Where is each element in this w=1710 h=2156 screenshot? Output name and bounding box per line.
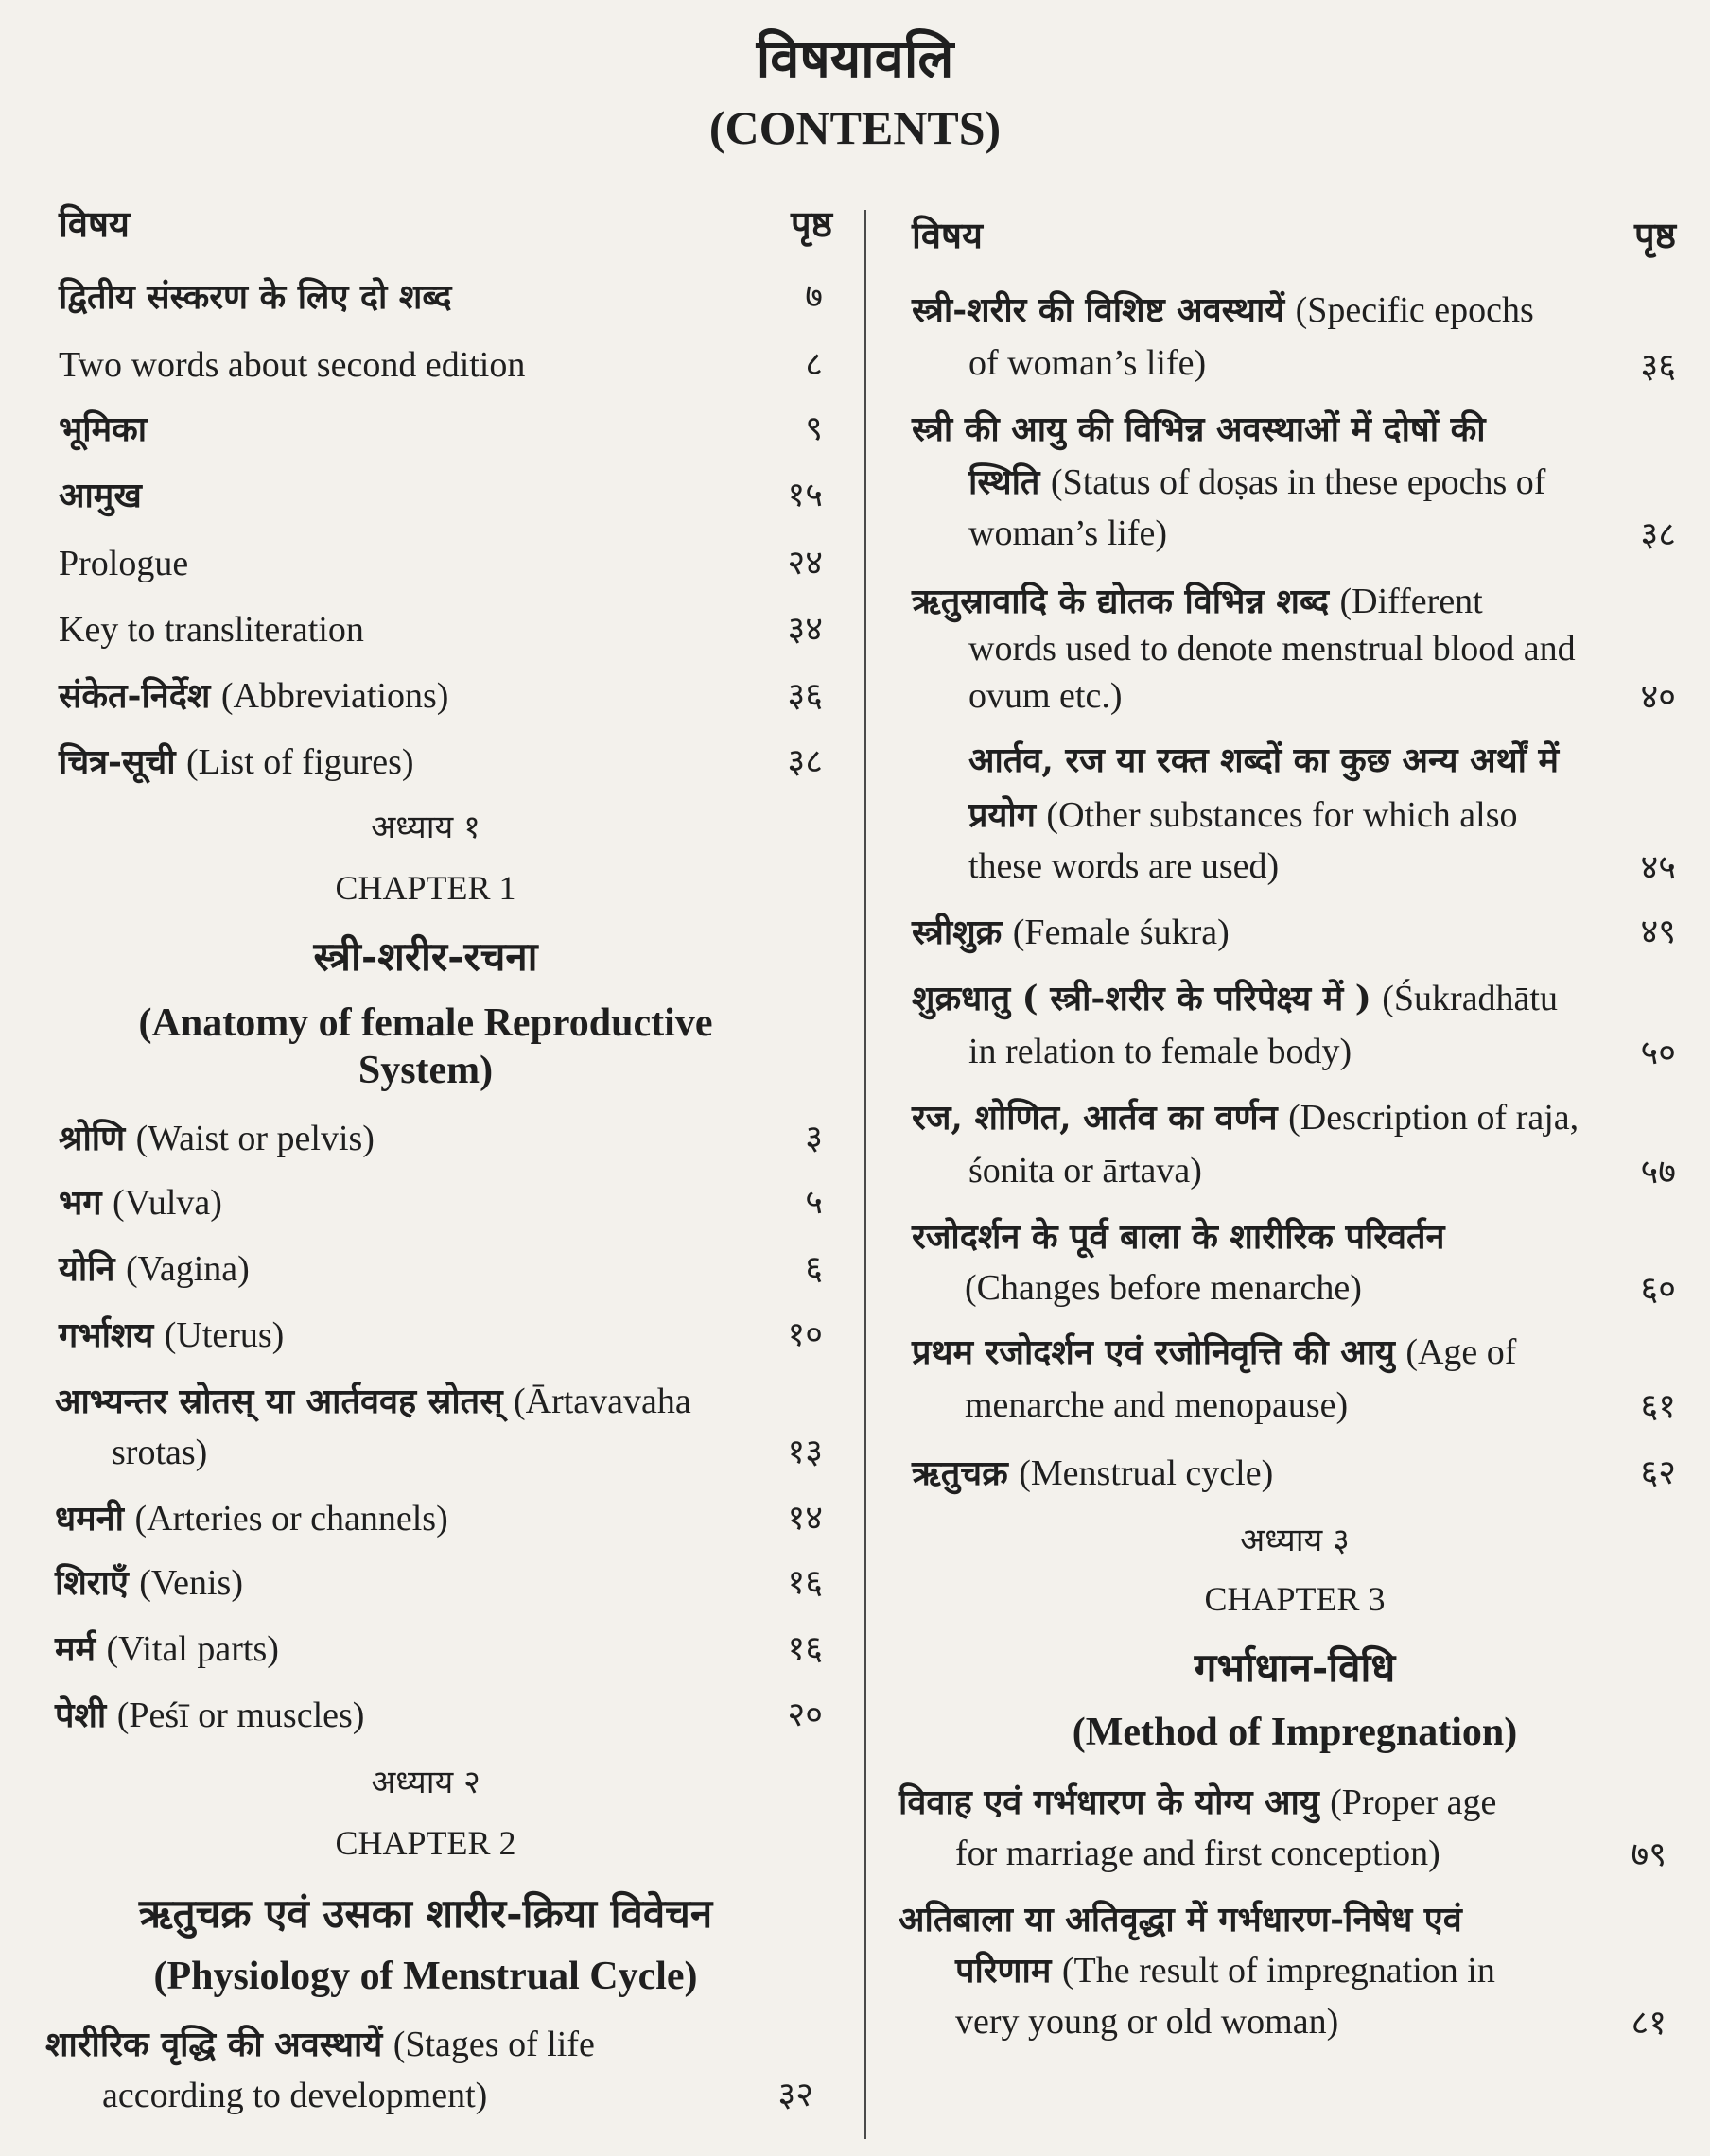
entry-page: १६ [787,1629,823,1668]
entry-page: ६१ [1640,1387,1676,1426]
toc-entry-cont [968,509,1167,558]
toc-entry-cont [965,1263,1362,1313]
entry-page: ३६ [787,676,823,715]
entry-hindi: रजोदर्शन के पूर्व बाला के शारीरिक परिवर्तन [912,1217,1445,1257]
toc-entry-cont [965,1381,1348,1430]
entry-hindi: ऋतुस्रावादि के द्योतक विभिन्न शब्द [912,582,1330,621]
toc-entry [912,974,1558,1024]
entry-hindi: पेशी [55,1695,107,1735]
entry-hindi: श्रोणि [59,1119,126,1158]
entry-hindi-cont: स्थिति [968,462,1040,502]
entry-english-cont: words used to denote menstrual blood and [968,629,1576,669]
entry-page: ६० [1640,1270,1676,1309]
entry-page: १० [787,1315,823,1354]
entry-english: Two words about second edition [59,345,526,385]
toc-entry [968,736,1559,786]
entry-english-cont: śonita or ārtava) [968,1151,1202,1191]
toc-entry-cont [968,458,1545,508]
entry-page: ४० [1640,678,1676,717]
toc-entry-cont [968,624,1576,673]
entry-page: ७ [805,277,823,316]
entry-english-cont: ovum etc.) [968,676,1123,716]
toc-entry [59,1244,250,1295]
page-title-hindi: विषयावलि [756,27,954,90]
entry-page: २० [787,1695,823,1734]
entry-hindi: आभ्यन्तर स्रोतस् या आर्तववह स्रोतस् [55,1382,503,1421]
entry-english: (Ārtavavaha [513,1382,691,1421]
entry-english: (Stages of life [393,2025,595,2064]
entry-page: ३८ [787,742,823,781]
entry-english: (Abbreviations) [220,676,449,716]
chapter-number: CHAPTER 1 [335,869,516,907]
entry-page: ३ [805,1119,823,1157]
toc-entry [899,1895,1462,1945]
entry-english-cont: of woman’s life) [968,343,1207,383]
toc-entry [59,471,142,520]
toc-entry [912,405,1486,455]
entry-page: ५० [1640,1034,1676,1072]
toc-entry-cont [955,1829,1440,1878]
toc-entry [55,1494,448,1544]
entry-english-cont: srotas) [112,1433,208,1472]
toc-entry-cont [955,1997,1338,2046]
toc-entry [912,1449,1273,1499]
entry-english: (Peśī or muscles) [116,1695,365,1735]
page-heading: पृष्ठ [1634,214,1676,256]
entry-page: ३६ [1640,347,1676,386]
entry-english-cont: (Changes before menarche) [965,1268,1362,1308]
entry-hindi: आमुख [59,476,142,515]
entry-page: ५ [805,1183,823,1222]
entry-english: (Vagina) [125,1249,250,1289]
toc-entry [55,1377,691,1427]
toc-entry-cont [968,842,1279,891]
entry-english: (Age of [1405,1332,1517,1372]
entry-english: (List of figures) [185,742,414,782]
entry-page: १३ [787,1433,823,1471]
entry-english: (Uterus) [164,1315,285,1355]
entry-english: (Different [1339,582,1483,621]
entry-hindi-cont: परिणाम [955,1951,1052,1991]
column-divider [864,210,866,2139]
entry-english: (Waist or pelvis) [135,1119,375,1158]
entry-english: (Arteries or channels) [134,1499,448,1539]
toc-entry [59,1178,222,1228]
chapter-number: CHAPTER 3 [1204,1580,1386,1618]
entry-english: (Other substances for which also [1046,795,1518,835]
toc-entry-cont [968,671,1123,721]
toc-entry [55,1558,243,1608]
entry-english: (Vital parts) [106,1629,279,1669]
chapter-number-hindi: अध्याय १ [371,808,480,846]
chapter-number: CHAPTER 2 [335,1824,516,1862]
entry-hindi: शुक्रधातु ( स्त्री-शरीर के परिपेक्ष्य में ) [912,979,1371,1018]
entry-page: ६ [805,1249,823,1288]
entry-english-cont: these words are used) [968,846,1280,886]
entry-hindi-cont: प्रयोग [968,795,1036,835]
page-title-english: (CONTENTS) [708,101,1002,154]
toc-entry [59,1311,284,1361]
chapter-title-english: (Method of Impregnation) [1072,1711,1518,1754]
entry-english: Key to transliteration [59,610,364,650]
entry-english: (Female śukra) [1012,913,1230,952]
toc-entry-cont [968,1146,1202,1195]
entry-hindi: भग [59,1183,102,1223]
entry-hindi: योनि [59,1249,115,1289]
entry-english-cont: very young or old woman) [955,2002,1339,2042]
toc-entry-cont [968,1027,1352,1076]
entry-page: २४ [787,544,823,582]
entry-hindi: आर्तव, रज या रक्त शब्दों का कुछ अन्य अर्थों में [968,740,1559,780]
toc-entry [59,272,451,322]
entry-hindi: गर्भाशय [59,1315,154,1355]
entry-hindi: मर्म [55,1629,96,1669]
entry-hindi: चित्र-सूची [59,742,176,782]
chapter-number-hindi: अध्याय ३ [1240,1521,1350,1559]
entry-page: ५७ [1640,1153,1676,1191]
entry-hindi: द्वितीय संस्करण के लिए दो शब्द [59,277,452,317]
entry-hindi: स्त्री की आयु की विभिन्न अवस्थाओं में दोषों की [912,409,1486,449]
entry-english-cont: woman’s life) [968,513,1168,553]
chapter-title-english: (Physiology of Menstrual Cycle) [153,1955,698,1998]
entry-english: (Description of raja, [1288,1098,1579,1138]
page-heading: पृष्ठ [791,202,832,245]
toc-entry [59,340,525,390]
toc-entry [912,286,1534,336]
subject-heading: विषय [912,214,983,256]
toc-entry [912,908,1230,958]
entry-hindi: संकेत-निर्देश [59,676,211,716]
toc-entry [55,1691,364,1741]
entry-hindi: स्त्रीशुक्र [912,913,1003,952]
toc-entry [59,405,147,454]
entry-page: ३८ [1640,515,1676,554]
entry-page: १५ [787,476,823,514]
toc-entry [912,1328,1516,1378]
toc-entry-cont [968,339,1206,388]
toc-entry [45,2020,595,2070]
entry-page: ७९ [1631,1835,1666,1874]
toc-entry [912,577,1483,627]
entry-hindi: ऋतुचक्र [912,1453,1008,1493]
entry-english-cont: for marriage and first conception) [955,1834,1440,1873]
toc-entry [912,1212,1444,1262]
entry-english: (Status of doṣas in these epochs of [1050,462,1546,502]
entry-page: ८१ [1631,2004,1666,2043]
entry-page: ८ [805,345,823,384]
entry-hindi: रज, शोणित, आर्तव का वर्णन [912,1098,1278,1138]
entry-page: १६ [787,1563,823,1602]
toc-entry [59,605,364,654]
entry-page: ६२ [1640,1453,1676,1492]
entry-hindi: स्त्री-शरीर की विशिष्ट अवस्थायें [912,290,1285,330]
subject-heading: विषय [59,202,130,245]
chapter-title-english: (Anatomy of female Reproductive [138,1001,713,1045]
toc-entry [59,1114,375,1164]
entry-page: ३४ [787,610,823,649]
entry-hindi: प्रथम रजोदर्शन एवं रजोनिवृत्ति की आयु [912,1332,1395,1372]
entry-hindi: विवाह एवं गर्भधारण के योग्य आयु [899,1782,1319,1822]
entry-hindi: अतिबाला या अतिवृद्धा में गर्भधारण-निषेध एवं [899,1900,1462,1939]
entry-english-cont: in relation to female body) [968,1032,1352,1071]
entry-english: (Venis) [139,1563,243,1603]
toc-entry [912,1093,1579,1143]
toc-entry [899,1778,1496,1828]
entry-hindi: शिराएँ [55,1563,129,1603]
entry-english: (Vulva) [113,1183,222,1223]
toc-entry [55,1625,279,1675]
entry-english: (Śukradhātu [1382,979,1558,1018]
toc-entry-cont [955,1946,1495,1996]
entry-english: Prologue [59,544,189,583]
toc-entry-cont [968,791,1518,841]
toc-entry [59,539,188,588]
toc-entry-cont [112,1428,207,1477]
entry-hindi: धमनी [55,1499,124,1539]
entry-hindi: भूमिका [59,409,148,449]
entry-english: (The result of impregnation in [1061,1951,1495,1991]
entry-english-cont: menarche and menopause) [965,1385,1349,1425]
toc-entry [59,671,448,722]
toc-entry-cont [102,2071,487,2120]
chapter-title-hindi: गर्भाधान-विधि [1194,1644,1396,1691]
toc-entry [59,738,414,788]
chapter-title-english-cont: System) [358,1049,494,1092]
entry-english-cont: according to development) [102,2076,488,2115]
chapter-title-hindi: ऋतुचक्र एवं उसका शारीर-क्रिया विवेचन [138,1890,713,1937]
entry-hindi: शारीरिक वृद्धि की अवस्थायें [45,2025,383,2064]
entry-page: ३२ [777,2076,813,2114]
entry-page: ४५ [1640,848,1676,887]
entry-english: (Menstrual cycle) [1019,1453,1274,1493]
entry-english: (Proper age [1330,1782,1497,1822]
chapter-number-hindi: अध्याय २ [371,1764,480,1801]
chapter-title-hindi: स्त्री-शरीर-रचना [313,933,538,980]
entry-page: ४९ [1640,913,1676,951]
entry-page: १४ [787,1499,823,1538]
entry-english: (Specific epochs [1295,290,1534,330]
entry-page: ९ [805,409,823,448]
